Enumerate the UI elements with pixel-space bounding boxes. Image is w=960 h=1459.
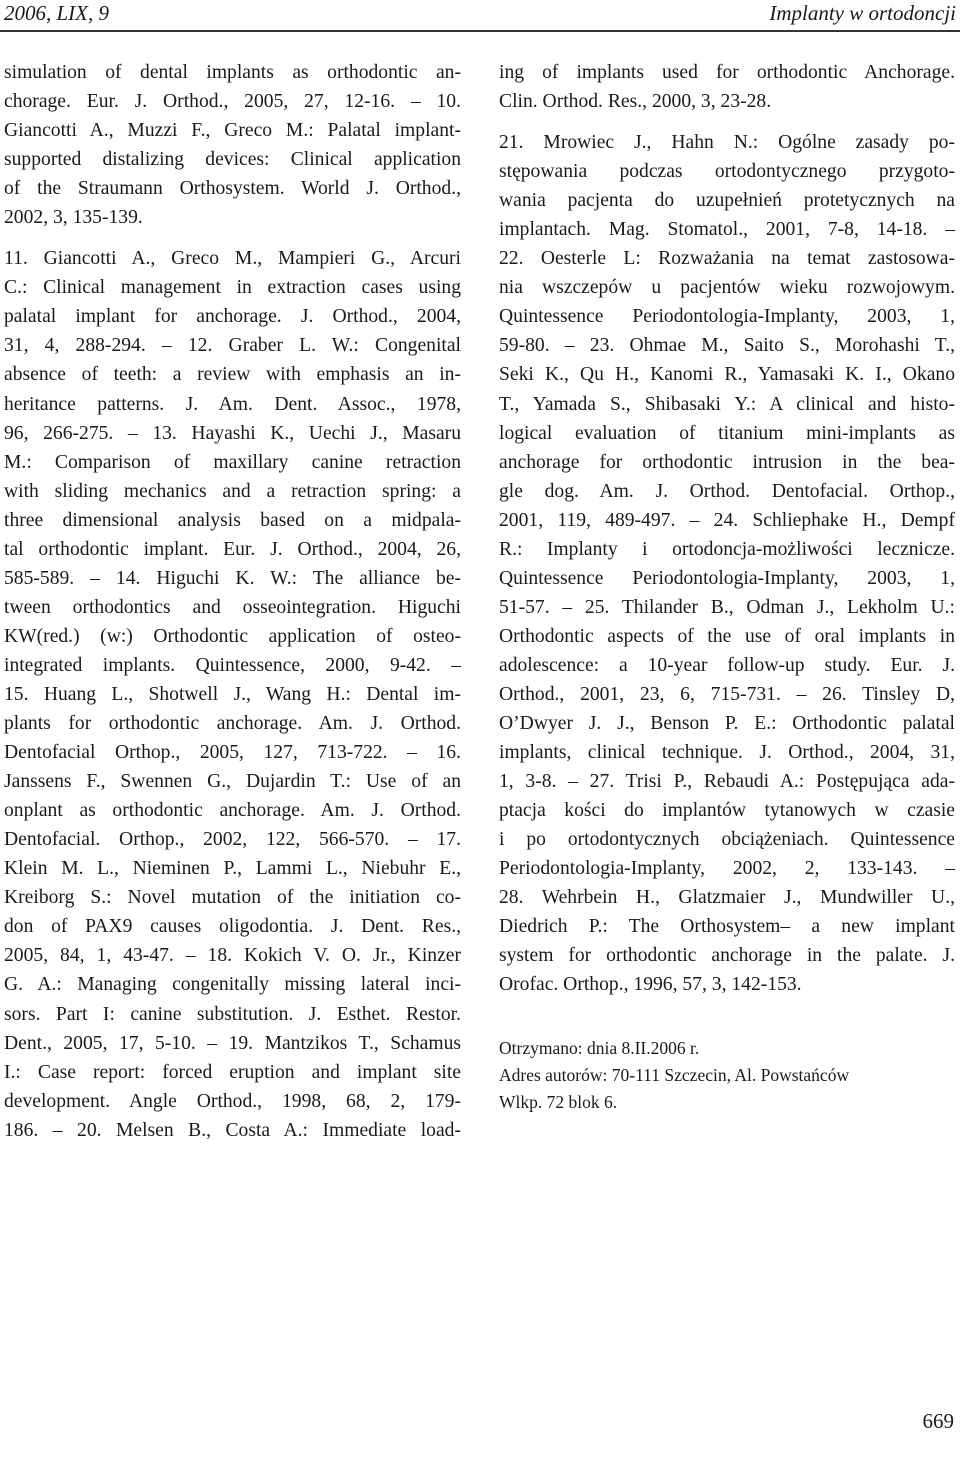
reference-line: Klein M. L., Nieminen P., Lammi L., Niebuhr E., <box>4 858 461 880</box>
reference-line: 585-589. – 14. Higuchi K. W.: The alliance be- <box>4 567 461 589</box>
reference-line: 28. Wehrbein H., Glatzmaier J., Mundwiller U., <box>499 887 955 909</box>
reference-line: 31, 4, 288-294. – 12. Graber L. W.: Congenital <box>4 335 461 357</box>
author-address-continued: Wlkp. 72 blok 6. <box>499 1092 618 1112</box>
reference-line: absence of teeth: a review with emphasis an in- <box>4 364 461 386</box>
reference-line: Kreiborg S.: Novel mutation of the initiation co- <box>4 887 461 909</box>
references-left-column <box>4 58 461 1145</box>
article-footer <box>499 1035 955 1116</box>
reference-line: Orthod., 2001, 23, 6, 715-731. – 26. Tinsley D, <box>499 683 955 705</box>
reference-line: logical evaluation of titanium mini-implants as <box>499 422 955 444</box>
reference-line: sors. Part I: canine substitution. J. Esthet. Restor. <box>4 1003 461 1025</box>
reference-line: Seki K., Qu H., Kanomi R., Yamasaki K. I., Okano <box>499 364 955 386</box>
received-date: Otrzymano: dnia 8.II.2006 r. <box>499 1038 700 1058</box>
reference-line: gle dog. Am. J. Orthod. Dentofacial. Orthop., <box>499 480 955 502</box>
reference-line: Diedrich P.: The Orthosystem– a new implant <box>499 916 955 938</box>
reference-line: I.: Case report: forced eruption and implant site <box>4 1061 461 1083</box>
reference-line: Giancotti A., Muzzi F., Greco M.: Palatal implant- <box>4 120 461 142</box>
paragraph-gap <box>4 232 461 244</box>
reference-line: ptacja kości do implantów tytanowych w czasie <box>499 800 955 822</box>
reference-line: ing of implants used for orthodontic Anchorage. <box>499 62 955 83</box>
reference-line: KW(red.) (w:) Orthodontic application of osteo- <box>4 625 461 647</box>
author-address: Adres autorów: 70-111 Szczecin, Al. Powstańców <box>499 1065 850 1085</box>
reference-line: 15. Huang L., Shotwell J., Wang H.: Dental im- <box>4 683 461 705</box>
reference-line: 21. Mrowiec J., Hahn N.: Ogólne zasady po- <box>499 132 955 154</box>
reference-line: R.: Implanty i ortodoncja-możliwości lecznicze. <box>499 538 955 560</box>
reference-line: of the Straumann Orthosystem. World J. Orthod., <box>4 178 461 200</box>
reference-line: implantach. Mag. Stomatol., 2001, 7-8, 14-18. – <box>499 219 955 241</box>
reference-line: Janssens F., Swennen G., Dujardin T.: Use of an <box>4 771 461 793</box>
reference-line: 186. – 20. Melsen B., Costa A.: Immediate load- <box>4 1119 461 1141</box>
reference-line: plants for orthodontic anchorage. Am. J. Orthod. <box>4 713 461 735</box>
reference-line: O’Dwyer J. J., Benson P. E.: Orthodontic palatal <box>499 713 955 735</box>
reference-line: don of PAX9 causes oligodontia. J. Dent. Res., <box>4 916 461 938</box>
reference-line: 11. Giancotti A., Greco M., Mampieri G., Arcuri <box>4 248 461 270</box>
reference-line: tal orthodontic implant. Eur. J. Orthod., 2004, 26, <box>4 538 461 560</box>
reference-line: integrated implants. Quintessence, 2000, 9-42. – <box>4 654 461 676</box>
reference-line: 59-80. – 23. Ohmae M., Saito S., Morohashi T., <box>499 335 955 357</box>
reference-line: M.: Comparison of maxillary canine retraction <box>4 451 461 473</box>
reference-line: Periodontologia-Implanty, 2002, 2, 133-143. – <box>499 858 955 880</box>
reference-line: nia wszczepów u pacjentów wieku rozwojowym. <box>499 277 955 299</box>
reference-line: Quintessence Periodontologia-Implanty, 2003, 1, <box>499 306 955 328</box>
reference-line: palatal implant for anchorage. J. Orthod., 2004, <box>4 306 461 328</box>
reference-line: simulation of dental implants as orthodontic an- <box>4 62 461 83</box>
reference-line: 2002, 3, 135-139. <box>4 207 143 229</box>
reference-line: tween orthodontics and osseointegration. Higuchi <box>4 596 461 618</box>
reference-line: C.: Clinical management in extraction cases using <box>4 277 461 299</box>
reference-line: 2001, 119, 489-497. – 24. Schliephake H., Dempf <box>499 509 955 531</box>
reference-line: Quintessence Periodontologia-Implanty, 2003, 1, <box>499 567 955 589</box>
reference-line: 1, 3-8. – 27. Trisi P., Rebaudi A.: Postępująca ada- <box>499 771 955 793</box>
reference-line: Dent., 2005, 17, 5-10. – 19. Mantzikos T., Schamus <box>4 1032 461 1054</box>
reference-line: development. Angle Orthod., 1998, 68, 2, 179- <box>4 1090 461 1112</box>
reference-line: 2005, 84, 1, 43-47. – 18. Kokich V. O. Jr., Kinzer <box>4 945 461 967</box>
section-title: Implanty w ortodoncji <box>769 1 956 25</box>
journal-issue: 2006, LIX, 9 <box>4 1 109 25</box>
reference-line: chorage. Eur. J. Orthod., 2005, 27, 12-16. – 10. <box>4 91 461 113</box>
reference-line: Orofac. Orthop., 1996, 57, 3, 142-153. <box>499 974 802 996</box>
reference-line: implants, clinical technique. J. Orthod., 2004, 31, <box>499 742 955 764</box>
running-header <box>0 0 960 34</box>
reference-line: 51-57. – 25. Thilander B., Odman J., Lekholm U.: <box>499 596 955 618</box>
reference-line: heritance patterns. J. Am. Dent. Assoc., 1978, <box>4 393 461 415</box>
reference-line: with sliding mechanics and a retraction spring: a <box>4 480 461 502</box>
reference-line: wania pacjenta do uzupełnień protetycznych na <box>499 190 955 212</box>
reference-line: adolescence: a 10-year follow-up study. Eur. J. <box>499 654 955 676</box>
reference-line: 96, 266-275. – 13. Hayashi K., Uechi J., Masaru <box>4 422 461 444</box>
reference-line: system for orthodontic anchorage in the palate. J. <box>499 945 955 967</box>
reference-line: Clin. Orthod. Res., 2000, 3, 23-28. <box>499 91 772 113</box>
reference-line: Dentofacial. Orthop., 2002, 122, 566-570. – 17. <box>4 829 461 851</box>
reference-line: supported distalizing devices: Clinical application <box>4 149 461 171</box>
reference-line: anchorage for orthodontic intrusion in the bea- <box>499 451 955 473</box>
references-right-column <box>499 58 955 1000</box>
reference-line: i po ortodontycznych obciążeniach. Quintessence <box>499 829 955 851</box>
reference-line: stępowania podczas ortodontycznego przygoto- <box>499 161 955 183</box>
paragraph-gap <box>499 116 955 128</box>
reference-line: Dentofacial Orthop., 2005, 127, 713-722. – 16. <box>4 742 461 764</box>
header-divider <box>0 30 960 32</box>
reference-line: three dimensional analysis based on a midpala- <box>4 509 461 531</box>
reference-line: G. A.: Managing congenitally missing lateral inci- <box>4 974 461 996</box>
reference-line: T., Yamada S., Shibasaki Y.: A clinical and histo- <box>499 393 955 415</box>
reference-line: Orthodontic aspects of the use of oral implants in <box>499 625 955 647</box>
reference-line: onplant as orthodontic anchorage. Am. J. Orthod. <box>4 800 461 822</box>
reference-line: 22. Oesterle L: Rozważania na temat zastosowa- <box>499 248 955 270</box>
page-number: 669 <box>922 1409 954 1433</box>
